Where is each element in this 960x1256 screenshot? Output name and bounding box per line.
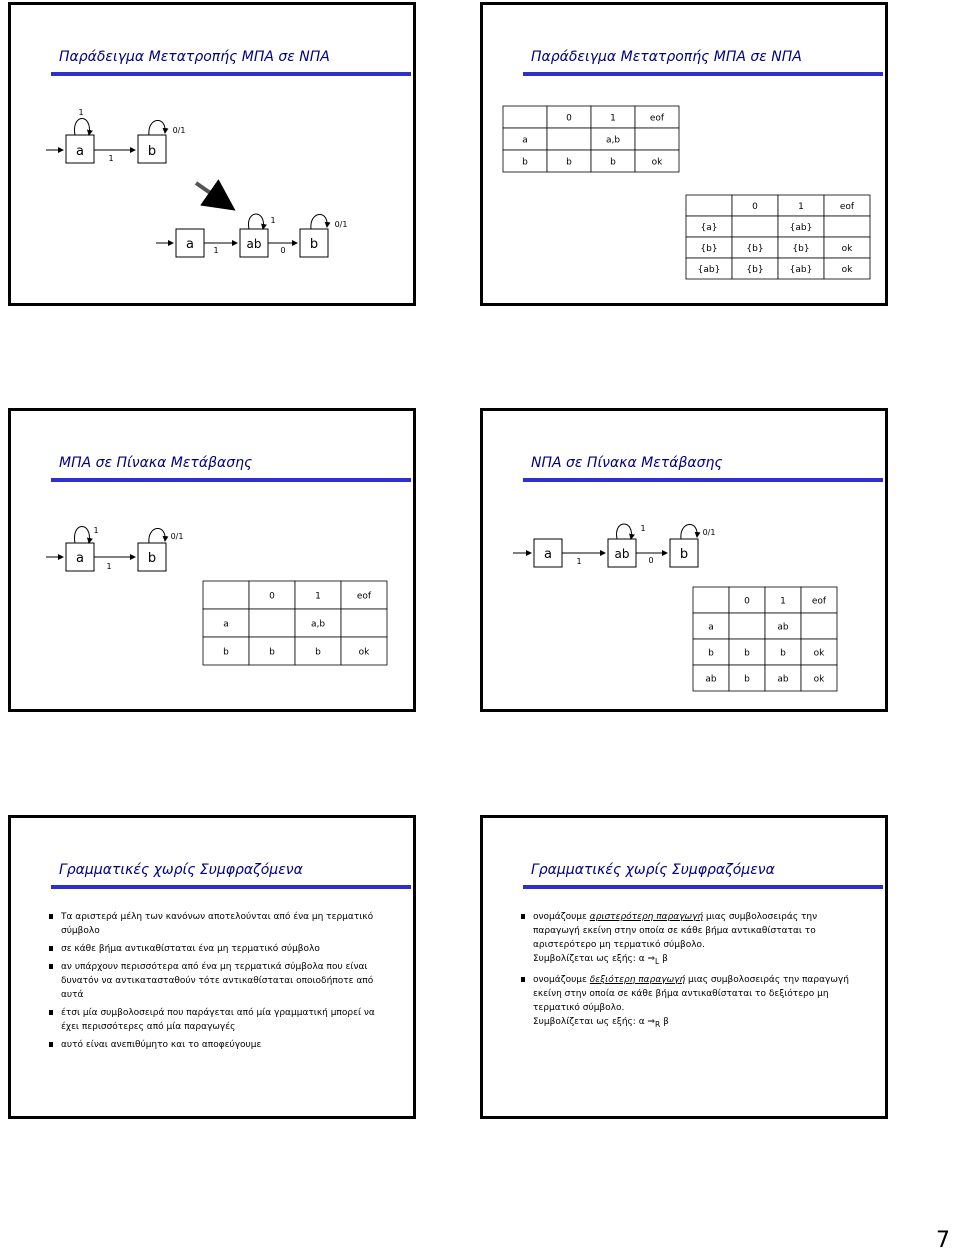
table-cell-text: {ab}: [697, 265, 721, 275]
table-cell: [729, 613, 765, 639]
table-cell-text: b: [708, 648, 714, 659]
bullet-mark: [49, 914, 53, 919]
bullet-mark: [521, 914, 525, 919]
bullet-line: ονομάζουμε αριστερότερη παραγωγή μιας συμβολοσειράς την: [533, 912, 818, 922]
bullet-mark: [49, 1010, 53, 1015]
loop-label: 0/1: [702, 528, 716, 537]
state-label: a: [76, 551, 84, 566]
state-label: b: [679, 547, 689, 562]
loop-label: 1: [78, 108, 84, 117]
loop-label: 0/1: [172, 126, 186, 135]
table-cell-text: a: [223, 619, 229, 630]
table-cell-text: ok: [841, 265, 853, 275]
edge-label: 0: [648, 556, 654, 565]
table-cell: [547, 128, 591, 150]
table-cell-text: 0: [269, 591, 275, 602]
title-underline: [51, 885, 411, 889]
loop-label: 0/1: [334, 220, 348, 229]
bullet-item: [49, 910, 395, 938]
table-cell-text: {b}: [746, 265, 764, 275]
bullet-item: [49, 942, 395, 956]
bullet-line: ονομάζουμε δεξιότερη παραγωγή μιας συμβολοσειράς την παραγωγή: [533, 974, 849, 985]
table-cell-text: {ab}: [789, 223, 813, 233]
table-cell-text: ab: [777, 622, 789, 633]
state-label: ab: [246, 237, 262, 251]
page-number: 7: [936, 1228, 950, 1253]
table-cell-text: eof: [839, 202, 855, 212]
table-cell: [203, 581, 249, 609]
slide-title: Παράδειγμα Μετατροπής ΜΠΑ σε ΝΠΑ: [531, 49, 802, 65]
table-cell-text: eof: [356, 591, 372, 602]
table-cell-text: ok: [813, 674, 825, 685]
table-cell: [801, 613, 837, 639]
table-cell-text: ok: [651, 157, 663, 168]
bullet-mark: [49, 946, 53, 951]
table-cell-text: ok: [358, 647, 370, 658]
bullet-line: δυνατόν να αντικατασταθούν τότε αντικαθίσταται οποιοδήποτε από αυτά: [61, 976, 374, 1000]
table-cell-text: {ab}: [789, 265, 813, 275]
slide-1: [8, 2, 416, 306]
bullet-line: Τα αριστερά μέλη των κανόνων αποτελούνται από ένα μη τερματικό: [61, 912, 374, 922]
bullet-line: σε κάθε βήμα αντικαθίσταται ένα μη τερματικό σύμβολο: [61, 944, 320, 954]
table-cell-text: ok: [841, 244, 853, 254]
state-label: a: [544, 547, 552, 562]
table-cell: [249, 609, 295, 637]
bullet-item: [521, 910, 867, 969]
table-cell: [635, 128, 679, 150]
slide-title: ΝΠΑ σε Πίνακα Μετάβασης: [531, 455, 723, 471]
table-cell-text: b: [223, 647, 229, 658]
table-cell-text: 1: [780, 596, 786, 607]
bullet-line: σύμβολο: [61, 926, 100, 936]
table-cell-text: ab: [777, 674, 789, 685]
table-cell-text: a: [522, 135, 528, 146]
state-label: b: [147, 551, 157, 566]
state-label: b: [309, 237, 319, 252]
table-cell: [732, 216, 778, 237]
table-cell-text: b: [744, 648, 750, 659]
loop-label: 1: [270, 216, 276, 225]
table-cell-text: 0: [744, 596, 750, 607]
table-cell-text: a,b: [605, 135, 621, 146]
table-cell-text: eof: [811, 596, 827, 607]
state-label: a: [76, 144, 84, 159]
bullet-line: εκείνη στην οποία σε κάθε βήμα αντικαθίσταται το δεξιότερο μη: [533, 988, 829, 999]
bullet-line: Συμβολίζεται ως εξής: α $\Rightarrow_L$ β: [533, 954, 668, 966]
bullet-line: παραγωγή εκείνη στην οποία σε κάθε βήμα αντικαθίσταται το: [533, 926, 816, 936]
bullet-line: αν υπάρχουν περισσότερα από ένα μη τερματικά σύμβολα που είναι: [61, 962, 368, 972]
derives-arrow-icon: ⇒: [647, 954, 656, 964]
slide-title: ΜΠΑ σε Πίνακα Μετάβασης: [59, 455, 253, 471]
bullet-line: αριστερότερο μη τερματικό σύμβολο.: [533, 940, 705, 950]
table-cell: [824, 216, 870, 237]
title-underline: [523, 885, 883, 889]
bullet-item: [49, 1006, 395, 1034]
bullet-list: [521, 910, 867, 1036]
table-cell-text: b: [522, 157, 528, 168]
table-cell-text: b: [744, 674, 750, 685]
table-cell-text: b: [610, 157, 616, 168]
edge-label: 1: [576, 557, 582, 566]
slide-4: [480, 408, 888, 712]
table-cell-text: b: [269, 647, 275, 658]
bullet-line: Συμβολίζεται ως εξής: α $\Rightarrow_R$ β: [533, 1016, 669, 1029]
slide-5: [8, 815, 416, 1119]
table-cell-text: b: [315, 647, 321, 658]
table-cell-text: 0: [566, 113, 572, 124]
table-cell-text: a: [708, 622, 714, 633]
state-label: b: [147, 144, 157, 159]
bullet-item: [521, 973, 867, 1032]
transition-tables: [483, 5, 885, 303]
slide-3: [8, 408, 416, 712]
state-label: a: [186, 237, 194, 252]
slide-title: Γραμματικές χωρίς Συμφραζόμενα: [531, 862, 775, 878]
table-cell: [693, 587, 729, 613]
term-leftmost-derivation: αριστερότερη παραγωγή: [589, 912, 704, 922]
table-cell-text: b: [566, 157, 572, 168]
derives-arrow-icon: ⇒: [647, 1016, 656, 1027]
edge-label: 1: [108, 154, 114, 163]
slide-title: Παράδειγμα Μετατροπής ΜΠΑ σε ΝΠΑ: [59, 49, 330, 65]
bullet-line: αυτό είναι ανεπιθύμητο και το αποφεύγουμε: [61, 1040, 262, 1050]
table-cell-text: 1: [610, 113, 616, 124]
bullet-mark: [49, 964, 53, 969]
bullet-mark: [49, 1042, 53, 1047]
term-rightmost-derivation: δεξιότερη παραγωγή: [589, 974, 686, 985]
derivation-subscript: L: [655, 956, 660, 966]
state-label: ab: [614, 547, 630, 561]
table-cell: [686, 195, 732, 216]
slide-6: [480, 815, 888, 1119]
table-cell-text: {b}: [746, 244, 764, 254]
bullet-line: έχει περισσότερες από μία παραγωγές: [61, 1022, 236, 1032]
bullet-mark: [521, 977, 525, 982]
loop-label: 1: [640, 524, 646, 533]
edge-label: 1: [213, 246, 219, 255]
table-cell-text: ok: [813, 648, 825, 659]
table-cell-text: 0: [752, 202, 758, 212]
bullet-item: [49, 1038, 395, 1052]
automaton-and-table: [11, 411, 413, 709]
loop-label: 0/1: [170, 532, 184, 541]
bullet-list: [49, 910, 395, 1056]
derivation-subscript: R: [655, 1019, 661, 1029]
automaton-diagram: [11, 5, 413, 303]
bullet-line: τερματικό σύμβολο.: [533, 1002, 625, 1013]
automaton-and-table: [483, 411, 885, 709]
table-cell-text: 1: [798, 202, 804, 212]
table-cell-text: a,b: [310, 619, 326, 630]
edge-label: 1: [106, 562, 112, 571]
bullet-line: έτσι μία συμβολοσειρά που παράγεται από μία γραμματική μπορεί να: [61, 1008, 375, 1018]
slide-2: [480, 2, 888, 306]
edge-label: 0: [280, 246, 286, 255]
table-cell-text: eof: [649, 113, 665, 124]
table-cell-text: {a}: [700, 223, 718, 233]
loop-label: 1: [93, 526, 99, 535]
table-cell-text: ab: [705, 674, 717, 685]
table-cell-text: b: [780, 648, 786, 659]
table-cell-text: {b}: [700, 244, 718, 254]
table-cell: [503, 106, 547, 128]
table-cell-text: {b}: [792, 244, 810, 254]
table-cell-text: 1: [315, 591, 321, 602]
table-cell: [341, 609, 387, 637]
bullet-item: [49, 960, 395, 1002]
slide-title: Γραμματικές χωρίς Συμφραζόμενα: [59, 862, 303, 878]
